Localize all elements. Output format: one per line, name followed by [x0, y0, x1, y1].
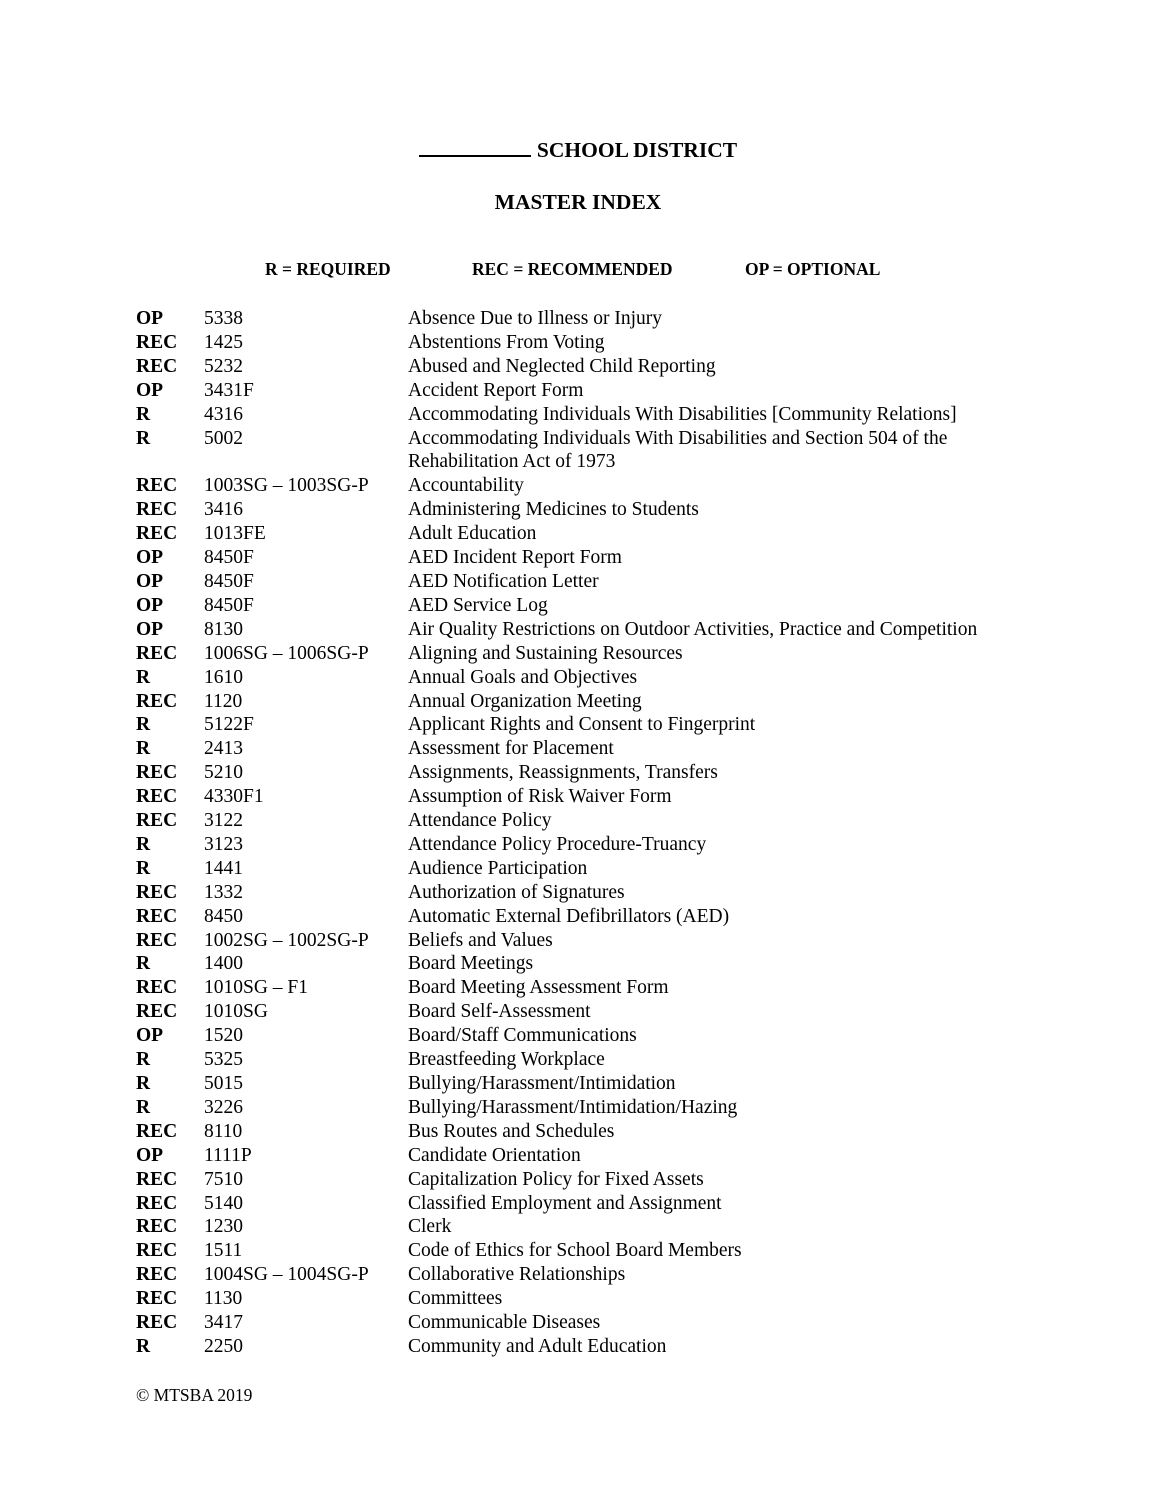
index-row: [136, 522, 1036, 546]
index-row: [136, 498, 1036, 522]
policy-title: Community and Adult Education: [408, 1335, 667, 1357]
policy-title: Accommodating Individuals With Disabilities and Section 504 of the Rehabilitation Act of 1973: [408, 427, 948, 473]
requirement-code: REC: [136, 1312, 178, 1334]
district-name-blank: [419, 136, 531, 157]
policy-title: AED Incident Report Form: [408, 547, 622, 569]
requirement-code: REC: [136, 690, 178, 712]
policy-number: 1010SG – F1: [204, 977, 309, 999]
policy-title: Clerk: [408, 1216, 452, 1238]
requirement-code: REC: [136, 642, 178, 664]
policy-title: Board Meeting Assessment Form: [408, 977, 669, 999]
policy-number: 7510: [204, 1168, 243, 1190]
policy-title: Candidate Orientation: [408, 1144, 581, 1166]
policy-number: 1441: [204, 857, 243, 879]
requirement-code: R: [136, 953, 151, 975]
index-row: [136, 1000, 1036, 1024]
requirement-code: REC: [136, 1288, 178, 1310]
index-row: [136, 355, 1036, 379]
policy-number: 5210: [204, 762, 243, 784]
policy-title: Board Self-Assessment: [408, 1001, 591, 1023]
policy-number: 8450F: [204, 594, 254, 616]
index-row: [136, 737, 1036, 761]
requirement-code: REC: [136, 1168, 178, 1190]
requirement-code: R: [136, 1335, 151, 1357]
policy-title: Authorization of Signatures: [408, 881, 625, 903]
policy-title: Assumption of Risk Waiver Form: [408, 786, 672, 808]
policy-title: Capitalization Policy for Fixed Assets: [408, 1168, 704, 1190]
policy-number: 3417: [204, 1312, 243, 1334]
policy-title: AED Service Log: [408, 594, 548, 616]
index-row: [136, 1144, 1036, 1168]
requirement-code: REC: [136, 810, 178, 832]
policy-title: Assignments, Reassignments, Transfers: [408, 762, 718, 784]
policy-number: 1002SG – 1002SG-P: [204, 929, 369, 951]
policy-title: Automatic External Defibrillators (AED): [408, 905, 730, 927]
policy-title: Annual Organization Meeting: [408, 690, 642, 712]
policy-number: 8450F: [204, 547, 254, 569]
requirement-code: R: [136, 427, 151, 449]
policy-number: 1010SG: [204, 1001, 268, 1023]
policy-number: 8450F: [204, 570, 254, 592]
page-subtitle: MASTER INDEX: [494, 190, 662, 214]
requirement-code: REC: [136, 1216, 178, 1238]
index-row: [136, 1215, 1036, 1239]
policy-number: 1520: [204, 1025, 243, 1047]
index-row: [136, 474, 1036, 498]
index-row: [136, 618, 1036, 642]
index-row: [136, 1096, 1036, 1120]
index-row: [136, 761, 1036, 785]
requirement-code: R: [136, 738, 151, 760]
policy-number: 3431F: [204, 379, 254, 401]
index-row: [136, 379, 1036, 403]
requirement-code: R: [136, 403, 151, 425]
policy-number: 1511: [204, 1240, 243, 1262]
policy-title: Accommodating Individuals With Disabilities [Community Relations]: [408, 403, 957, 425]
requirement-code: OP: [136, 594, 164, 616]
index-row: [136, 809, 1036, 833]
policy-number: 5015: [204, 1073, 243, 1094]
policy-number: 8130: [204, 618, 243, 640]
policy-number: 1332: [204, 881, 243, 903]
index-row: [136, 905, 1036, 929]
index-row: [136, 690, 1036, 714]
requirement-code: REC: [136, 762, 178, 784]
requirement-code: REC: [136, 1264, 178, 1286]
policy-title: Aligning and Sustaining Resources: [408, 642, 683, 664]
policy-title: Board/Staff Communications: [408, 1025, 637, 1047]
requirement-code: R: [136, 1096, 151, 1118]
requirement-code: R: [136, 666, 151, 688]
policy-title: Attendance Policy: [408, 810, 552, 832]
requirement-code: OP: [136, 379, 164, 401]
index-row: [136, 1168, 1036, 1192]
requirement-code: REC: [136, 331, 178, 353]
policy-title: Bus Routes and Schedules: [408, 1120, 615, 1142]
index-row: [136, 642, 1036, 666]
legend-required: R = REQUIRED: [265, 259, 391, 279]
index-row: [136, 1287, 1036, 1311]
policy-title: Bullying/Harassment/Intimidation: [408, 1073, 676, 1094]
policy-number: 8450: [204, 905, 243, 927]
requirement-code: REC: [136, 355, 178, 377]
index-list: [136, 307, 1036, 1359]
policy-number: 1120: [204, 690, 243, 712]
policy-title: Air Quality Restrictions on Outdoor Activities, Practice and Competition: [408, 618, 978, 640]
policy-title: Breastfeeding Workplace: [408, 1049, 605, 1071]
requirement-code: REC: [136, 475, 178, 497]
policy-title: Board Meetings: [408, 953, 534, 975]
policy-title: Collaborative Relationships: [408, 1264, 626, 1286]
policy-title: Assessment for Placement: [408, 738, 614, 760]
index-row: [136, 1072, 1036, 1096]
index-row: [136, 785, 1036, 809]
legend-optional: OP = OPTIONAL: [745, 259, 881, 279]
requirement-code: R: [136, 1049, 151, 1071]
index-row: [136, 1263, 1036, 1287]
policy-number: 5338: [204, 308, 243, 329]
policy-title: Committees: [408, 1288, 503, 1310]
policy-number: 3416: [204, 499, 243, 521]
index-row: [136, 570, 1036, 594]
index-row: [136, 1239, 1036, 1263]
policy-title: Administering Medicines to Students: [408, 499, 699, 521]
policy-number: 1130: [204, 1288, 243, 1310]
policy-number: 8110: [204, 1120, 243, 1142]
policy-number: 1111P: [204, 1144, 252, 1166]
policy-number: 2250: [204, 1335, 243, 1357]
policy-number: 4330F1: [204, 786, 264, 808]
policy-number: 3122: [204, 810, 243, 832]
requirement-code: OP: [136, 618, 164, 640]
index-row: [136, 1335, 1036, 1359]
index-row: [136, 1311, 1036, 1335]
requirement-code: REC: [136, 1001, 178, 1023]
requirement-code: REC: [136, 977, 178, 999]
policy-number: 1610: [204, 666, 243, 688]
requirement-code: REC: [136, 786, 178, 808]
requirement-code: REC: [136, 905, 178, 927]
requirement-code: REC: [136, 1240, 178, 1262]
index-row: [136, 713, 1036, 737]
policy-title: Communicable Diseases: [408, 1312, 601, 1334]
policy-title: Abused and Neglected Child Reporting: [408, 355, 716, 377]
policy-title: Audience Participation: [408, 857, 588, 879]
requirement-code: OP: [136, 1144, 164, 1166]
requirement-code: OP: [136, 570, 164, 592]
policy-title: Absence Due to Illness or Injury: [408, 308, 662, 329]
requirement-code: REC: [136, 1120, 178, 1142]
policy-title: AED Notification Letter: [408, 570, 599, 592]
policy-number: 5325: [204, 1049, 243, 1071]
requirement-code: REC: [136, 881, 178, 903]
index-row: [136, 857, 1036, 881]
requirement-code: REC: [136, 1192, 178, 1214]
index-row: [136, 594, 1036, 618]
copyright-footer: © MTSBA 2019: [136, 1385, 253, 1405]
index-row: [136, 881, 1036, 905]
policy-title: Adult Education: [408, 523, 537, 545]
requirement-code: REC: [136, 499, 178, 521]
policy-title: Code of Ethics for School Board Members: [408, 1240, 742, 1262]
policy-title: Bullying/Harassment/Intimidation/Hazing: [408, 1096, 738, 1118]
policy-number: 5122F: [204, 714, 254, 736]
policy-title: Abstentions From Voting: [408, 331, 605, 353]
policy-number: 1003SG – 1003SG-P: [204, 475, 369, 497]
policy-number: 5140: [204, 1192, 243, 1214]
index-row: [136, 427, 1036, 475]
index-row: [136, 1192, 1036, 1216]
index-row: [136, 546, 1036, 570]
index-row: [136, 403, 1036, 427]
policy-title: Accountability: [408, 475, 524, 497]
policy-number: 1425: [204, 331, 243, 353]
page-title-text: SCHOOL DISTRICT: [536, 138, 738, 162]
page-title: [0, 136, 1156, 164]
requirement-code: REC: [136, 523, 178, 545]
policy-number: 1013FE: [204, 523, 266, 545]
requirement-code: OP: [136, 1025, 164, 1047]
requirement-code: OP: [136, 547, 164, 569]
policy-number: 1230: [204, 1216, 243, 1238]
requirement-code: R: [136, 857, 151, 879]
requirement-code: R: [136, 714, 151, 736]
policy-number: 4316: [204, 403, 243, 425]
index-row: [136, 331, 1036, 355]
requirement-code: R: [136, 1073, 151, 1094]
legend-recommended: REC = RECOMMENDED: [472, 259, 673, 279]
policy-title: Attendance Policy Procedure-Truancy: [408, 833, 707, 855]
policy-title: Accident Report Form: [408, 379, 584, 401]
index-row: [136, 833, 1036, 857]
policy-title: Applicant Rights and Consent to Fingerprint: [408, 714, 756, 736]
policy-number: 5232: [204, 355, 243, 377]
index-row: [136, 1024, 1036, 1048]
policy-number: 3123: [204, 833, 243, 855]
index-row: [136, 952, 1036, 976]
index-row: [136, 929, 1036, 953]
requirement-code: REC: [136, 929, 178, 951]
policy-number: 1006SG – 1006SG-P: [204, 642, 369, 664]
policy-number: 1004SG – 1004SG-P: [204, 1264, 369, 1286]
policy-number: 5002: [204, 427, 243, 449]
policy-number: 2413: [204, 738, 243, 760]
index-row: [136, 1120, 1036, 1144]
requirement-code: R: [136, 833, 151, 855]
policy-title: Annual Goals and Objectives: [408, 666, 638, 688]
policy-title: Beliefs and Values: [408, 929, 553, 951]
index-row: [136, 307, 1036, 331]
policy-title: Classified Employment and Assignment: [408, 1192, 722, 1214]
policy-number: 1400: [204, 953, 243, 975]
requirement-code: OP: [136, 308, 164, 329]
policy-number: 3226: [204, 1096, 243, 1118]
index-row: [136, 1048, 1036, 1072]
index-row: [136, 976, 1036, 1000]
index-row: [136, 666, 1036, 690]
